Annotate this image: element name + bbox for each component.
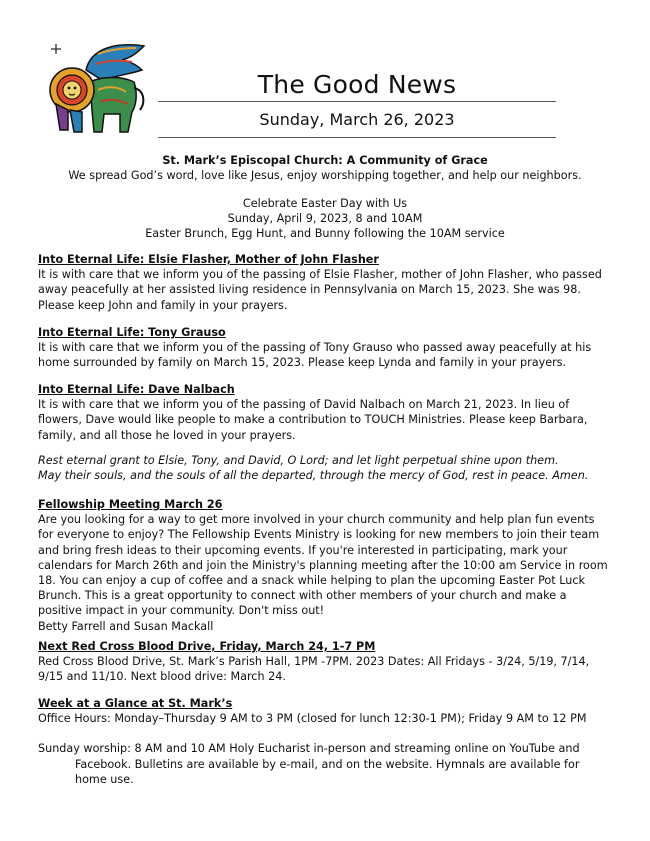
section-blood-drive (38, 639, 612, 685)
cross-icon (51, 44, 61, 54)
section-heading: Week at a Glance at St. Mark’s (38, 697, 233, 710)
lion-body (90, 78, 136, 133)
title-divider (158, 101, 556, 102)
section-signature: Betty Farrell and Susan Mackall (38, 619, 214, 633)
easter-line-2: Sunday, April 9, 2023, 8 and 10AM (227, 212, 423, 225)
section-body: Red Cross Blood Drive, St. Mark’s Parish Hall, 1PM -7PM. 2023 Dates: All Fridays - 3/24, 5/19, 7/14, 9/15 and 11/10. Next blood drive: March 24. (38, 655, 590, 684)
section-week-at-a-glance (38, 696, 612, 787)
section-flasher (38, 252, 612, 313)
newsletter-date: Sunday, March 26, 2023 (259, 110, 455, 129)
section-heading: Into Eternal Life: Dave Nalbach (38, 383, 235, 396)
section-grauso (38, 325, 612, 371)
newsletter-title: The Good News (257, 70, 457, 99)
section-heading: Fellowship Meeting March 26 (38, 498, 223, 511)
winged-lion-logo (46, 40, 148, 136)
section-body: It is with care that we inform you of the passing of Tony Grauso who passed away peacefully at his home surrounded by family on March 15, 2023. Please keep Lynda and family in your prayers. (38, 341, 592, 370)
easter-announcement (38, 196, 612, 241)
section-heading: Into Eternal Life: Tony Grauso (38, 326, 226, 339)
church-intro (38, 153, 612, 183)
prayer-line-2: May their souls, and the souls of all the departed, through the mercy of God, rest in peace. Amen. (38, 469, 589, 483)
section-fellowship (38, 497, 612, 634)
easter-line-1: Celebrate Easter Day with Us (242, 197, 408, 210)
section-heading: Into Eternal Life: Elsie Flasher, Mother of John Flasher (38, 253, 379, 266)
prayer-line-1: Rest eternal grant to Elsie, Tony, and David, O Lord; and let light perpetual shine upon them. (38, 454, 559, 467)
date-divider (158, 137, 556, 138)
section-heading: Next Red Cross Blood Drive, Friday, March 24, 1-7 PM (38, 640, 376, 653)
church-name: St. Mark’s Episcopal Church: A Community of Grace (162, 154, 488, 167)
mission-statement: We spread God’s word, love like Jesus, enjoy worshipping together, and help our neighbors. (68, 169, 582, 182)
worship-first-line: Sunday worship: 8 AM and 10 AM Holy Eucharist in-person and streaming online on YouTube and (38, 742, 580, 756)
section-body: It is with care that we inform you of the passing of Elsie Flasher, mother of John Flasher, who passed away peacefully at her assisted living residence in Pennsylvania on March 15, 2023. She was 98. Please keep John and family in your prayers. (38, 268, 602, 312)
section-body: It is with care that we inform you of the passing of David Nalbach on March 21, 2023. In lieu of flowers, Dave would like people to make a contribution to TOUCH Ministries. Please keep Barbara, family, and all those he loved in your prayers. (38, 398, 588, 442)
prayer (38, 453, 612, 483)
office-hours: Office Hours: Monday–Thursday 9 AM to 3 PM (closed for lunch 12:30-1 PM); Friday 9 AM to 12 PM (38, 712, 587, 726)
section-nalbach (38, 382, 612, 443)
worship-rest: Facebook. Bulletins are available by e-mail, and on the website. Hymnals are available for home use. (75, 757, 580, 786)
easter-line-3: Easter Brunch, Egg Hunt, and Bunny following the 10AM service (145, 227, 505, 240)
section-body: Are you looking for a way to get more involved in your church community and help plan fun events for everyone to enjoy? The Fellowship Events Ministry is looking for new members to join their team and bring fresh ideas to their upcoming events. If you're interested in participating, mark your calendars for March 26th and join the Ministry's planning meeting after the 10:00 am Service in room 18. You can enjoy a cup of coffee and a snack while helping to plan the upcoming Easter Pot Luck Brunch. This is a great opportunity to connect with other members of your church and make a positive impact in your community. Don't miss out! (38, 513, 608, 618)
